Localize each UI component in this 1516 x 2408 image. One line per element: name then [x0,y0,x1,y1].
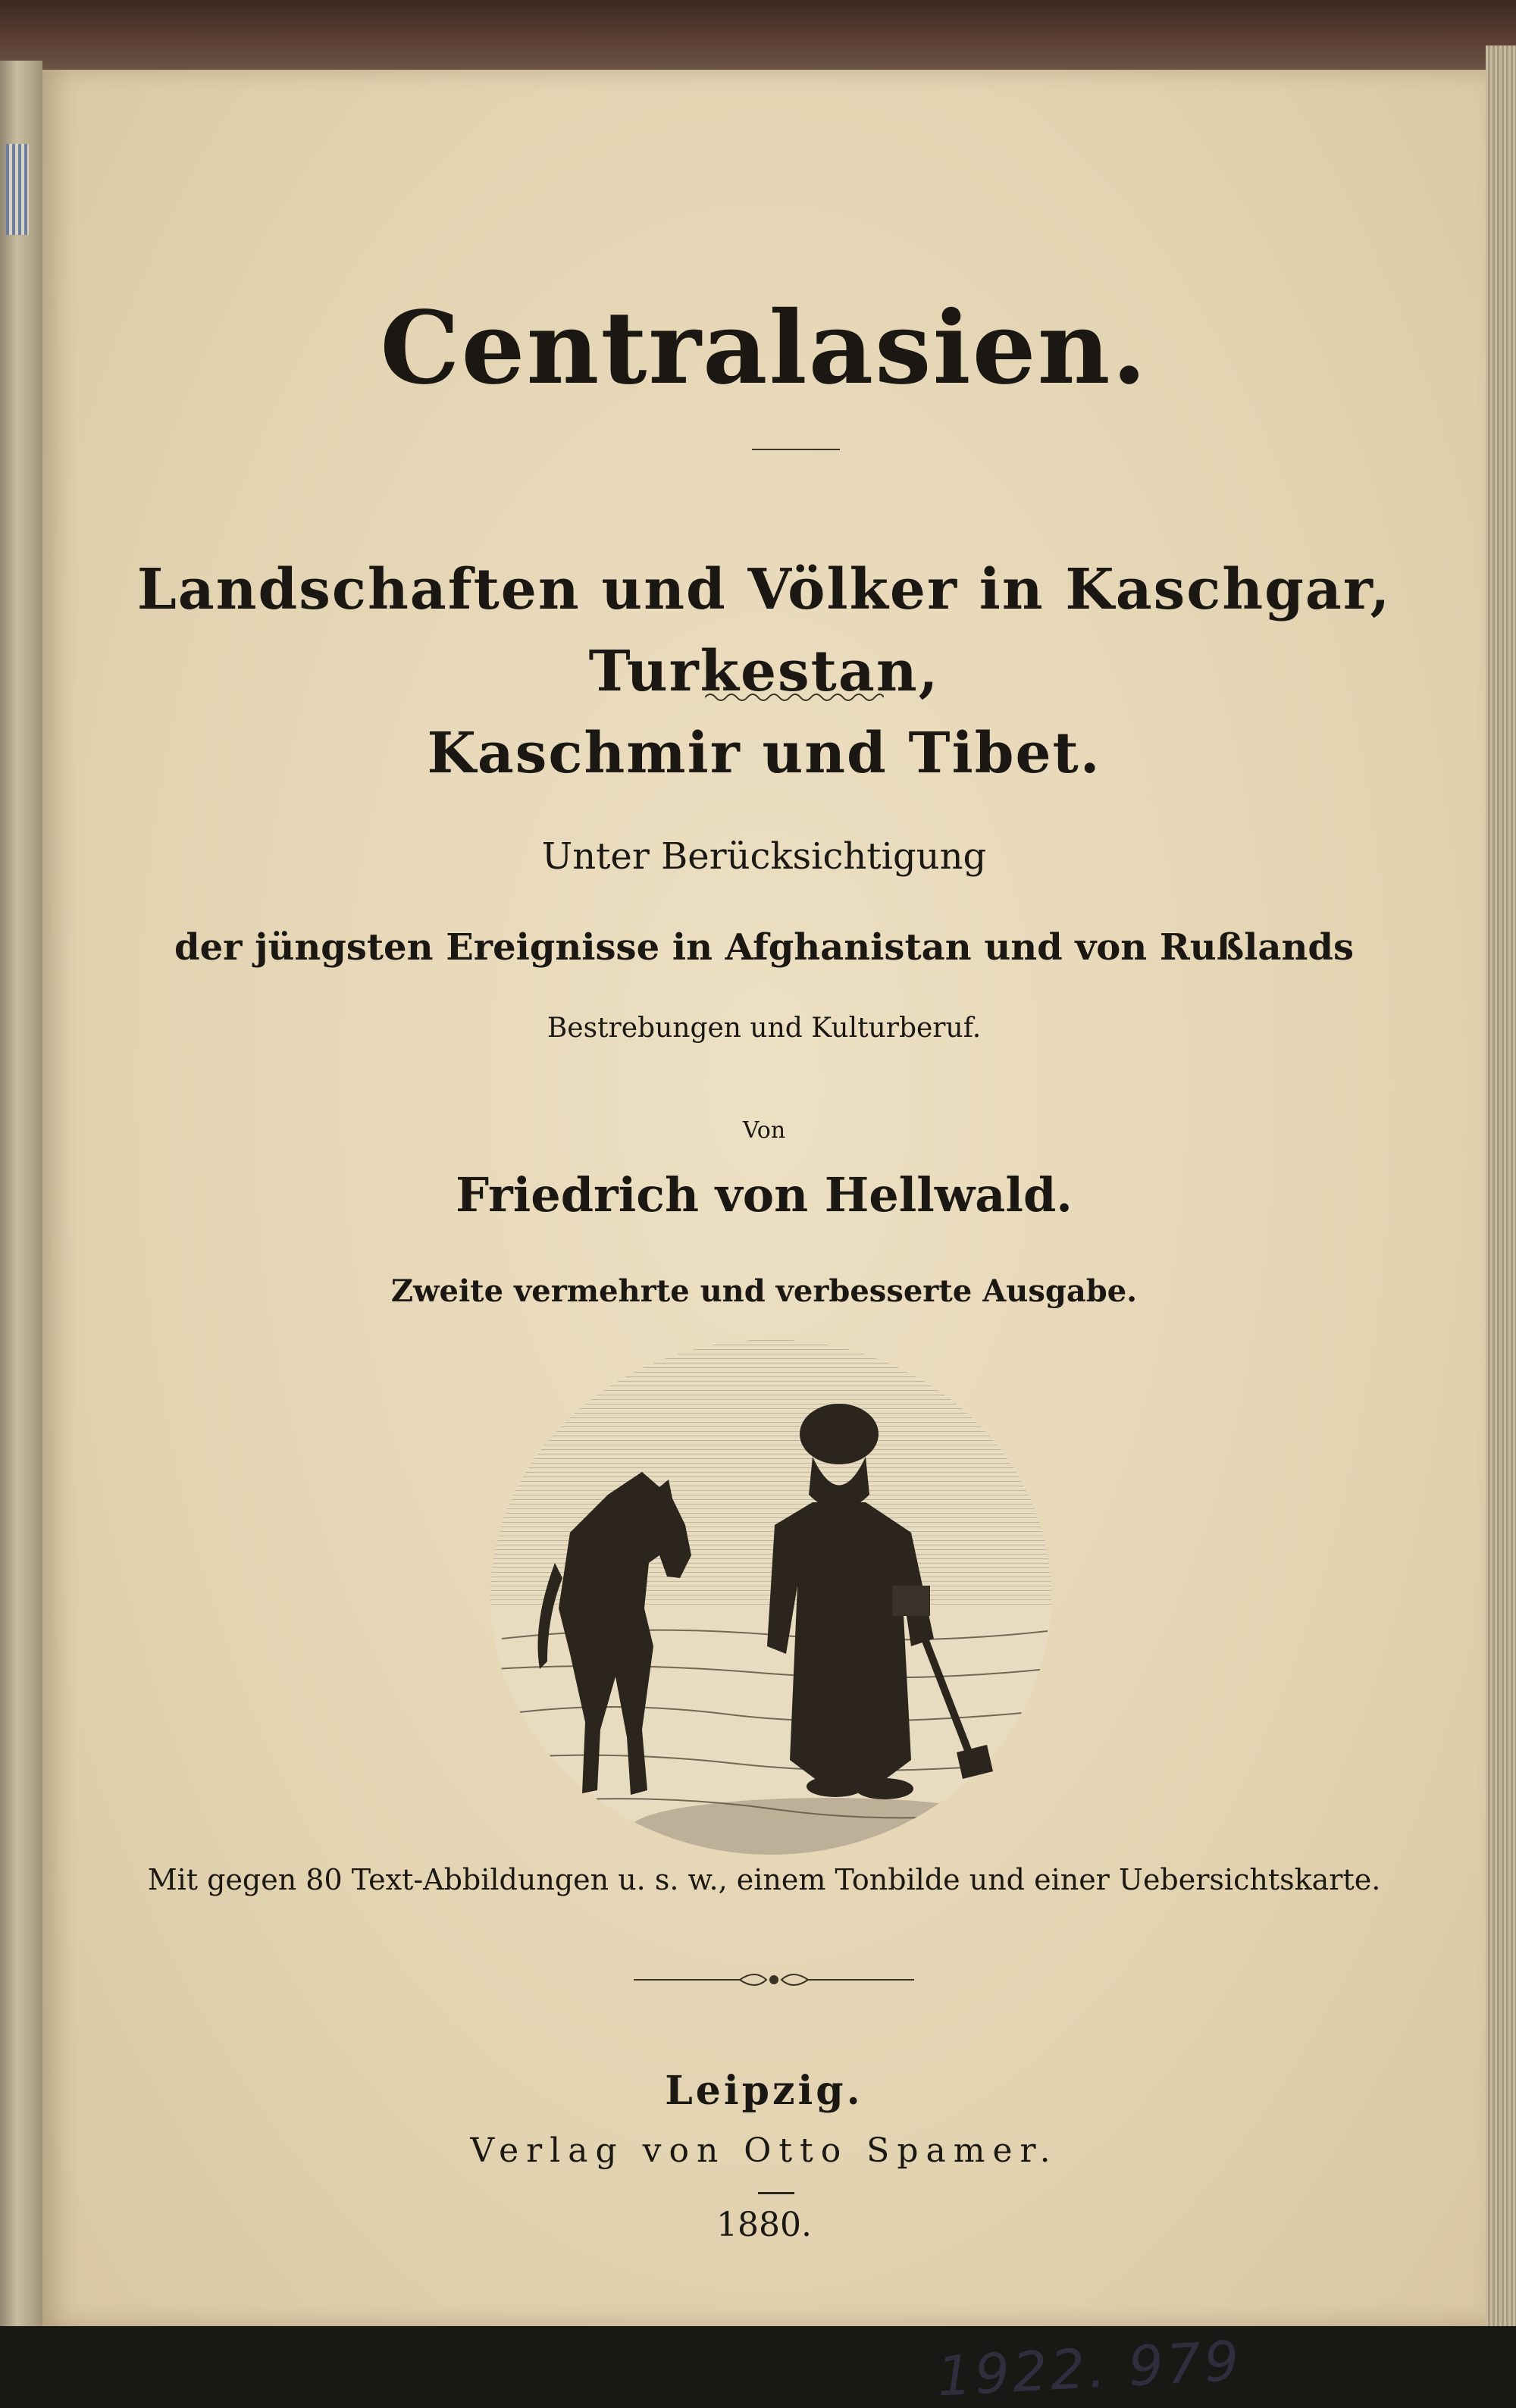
intro-line-1: Unter Berücksichtigung [541,835,987,878]
by-label: Von [742,1117,786,1144]
intro-line-3: Bestrebungen und Kulturberuf. [547,1013,982,1044]
author-name: Friedrich von Hellwald. [456,1167,1073,1223]
year-divider [758,2192,794,2194]
subtitle-line-1: Landschaften und Völker in Kaschgar, Turkestan, [136,557,1392,704]
publisher: Verlag von Otto Spamer. [470,2131,1058,2170]
wave-divider [705,691,884,703]
ornament-divider [634,1965,914,1995]
book-subtitle [42,549,1486,794]
frontispiece-illustration [487,1336,1055,1858]
subtitle-line-2: Kaschmir und Tibet. [427,721,1101,786]
book-title: Centralasien. [380,290,1148,407]
edition-note: Zweite vermehrte und verbesserte Ausgabe. [390,1273,1138,1309]
spine-binding-thread [6,144,29,235]
illustrations-note: Mit gegen 80 Text-Abbildungen u. s. w., einem Tonbilde und einer Uebersichtskarte. [147,1863,1381,1896]
pencil-shelfmark: 1922. 979 [935,2328,1244,2408]
book-cover-top-edge [0,0,1516,70]
book-spine [0,61,42,2326]
title-divider [752,449,840,450]
publication-year: 1880. [716,2206,812,2244]
publication-city: Leipzig. [665,2068,863,2114]
intro-line-2: der jüngsten Ereignisse in Afghanistan und von Rußlands [174,926,1354,969]
page-edges [1486,45,1516,2326]
title-page [42,70,1486,2408]
